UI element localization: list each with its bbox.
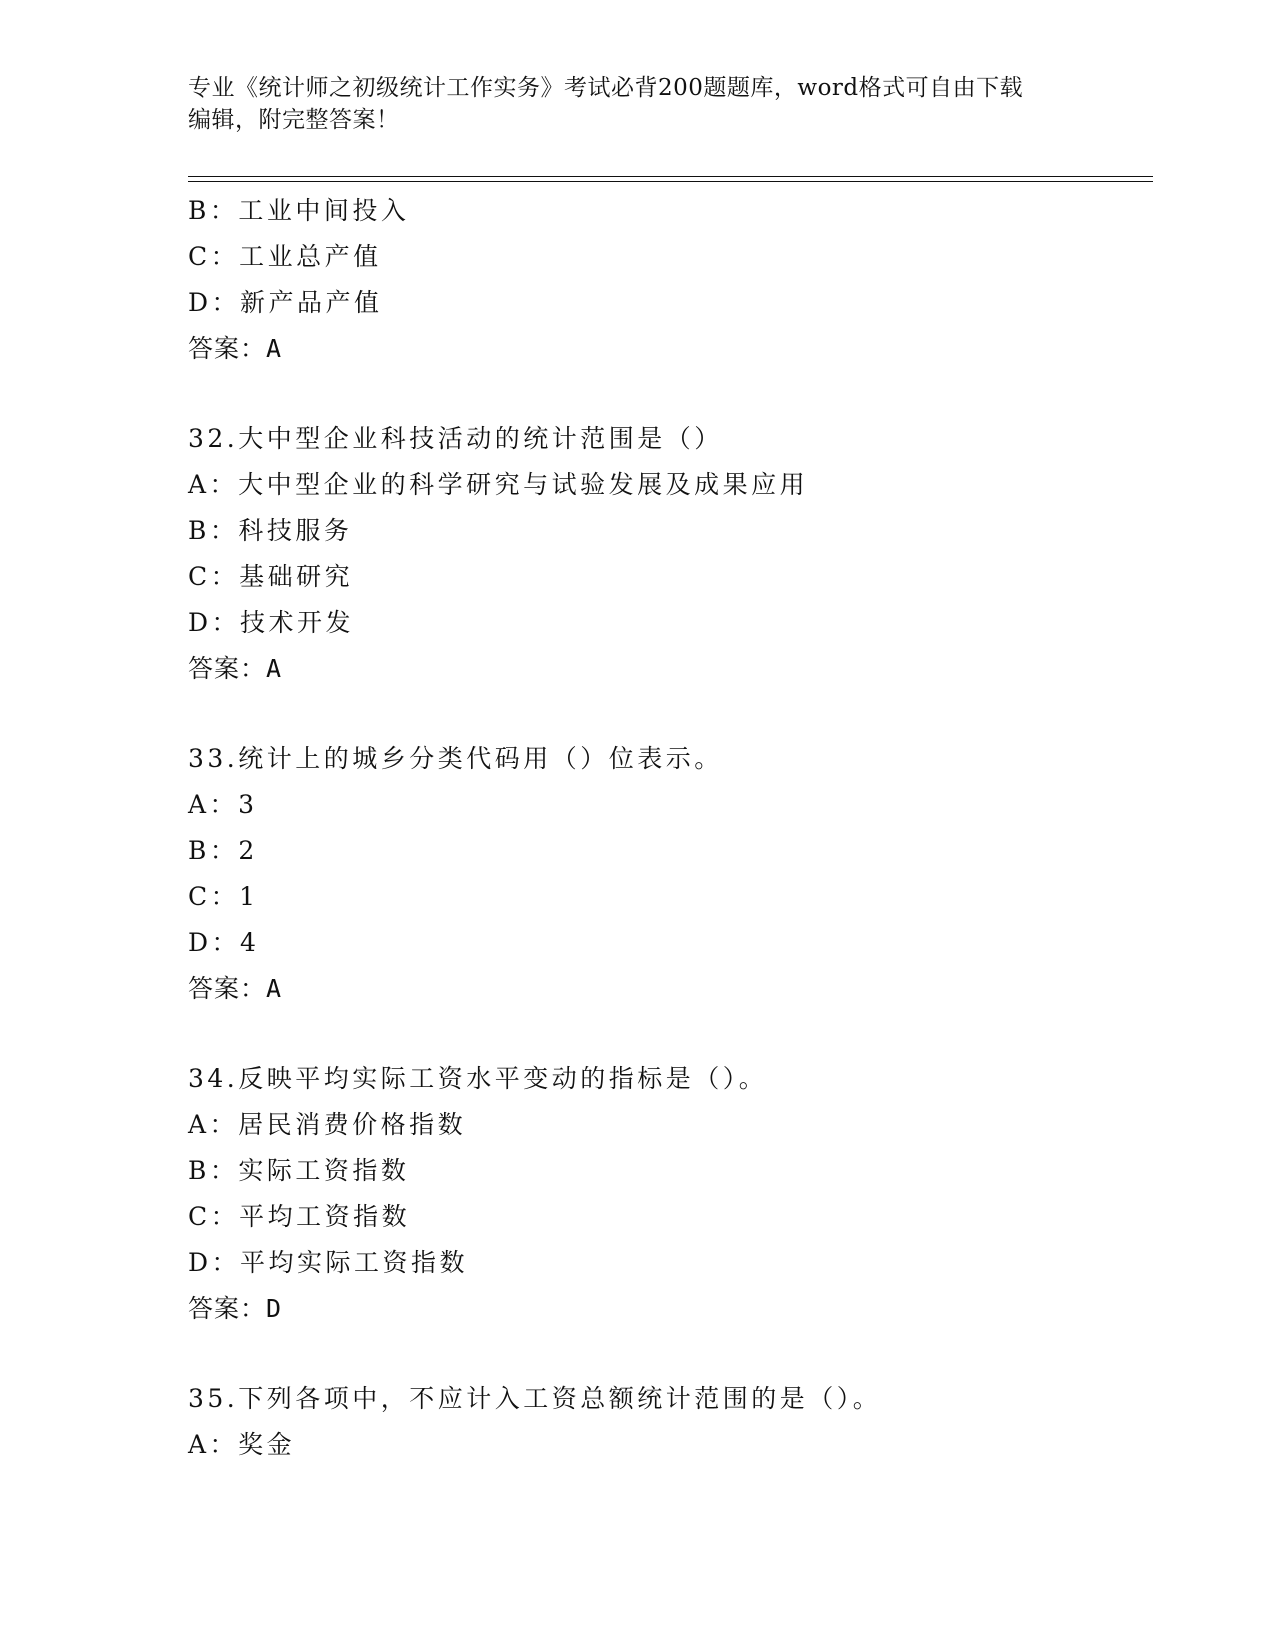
option-letter: C： — [188, 242, 240, 271]
answer-line — [188, 326, 1148, 372]
option-c — [188, 1194, 1148, 1240]
question-stem: 32.大中型企业科技活动的统计范围是（） — [188, 424, 723, 453]
option-text: 1 — [239, 882, 259, 911]
option-d — [188, 920, 1148, 966]
option-letter: C： — [188, 1202, 240, 1231]
option-a — [188, 1422, 1148, 1468]
option-text: 居民消费价格指数 — [238, 1110, 467, 1139]
option-text: 实际工资指数 — [238, 1156, 410, 1185]
option-text: 技术开发 — [240, 608, 355, 637]
option-c — [188, 874, 1148, 920]
option-text: 工业总产值 — [239, 242, 382, 271]
answer-value: D — [266, 1294, 283, 1323]
option-letter: D： — [188, 608, 241, 637]
option-text: 3 — [238, 790, 258, 819]
option-letter: B： — [188, 196, 239, 225]
option-letter: A： — [188, 1110, 239, 1139]
header-divider-top — [188, 176, 1153, 177]
option-c — [188, 554, 1148, 600]
option-d — [188, 600, 1148, 646]
option-letter: A： — [188, 790, 239, 819]
option-b — [188, 188, 1148, 234]
option-d — [188, 280, 1148, 326]
option-text: 新产品产值 — [240, 288, 383, 317]
option-d — [188, 1240, 1148, 1286]
document-header — [188, 72, 1088, 136]
answer-label: 答案： — [188, 974, 267, 1003]
answer-value: A — [266, 654, 283, 683]
answer-label: 答案： — [188, 1294, 267, 1323]
answer-line — [188, 646, 1148, 692]
question-33 — [188, 736, 1148, 1012]
option-b — [188, 828, 1148, 874]
option-letter: A： — [188, 470, 239, 499]
option-a — [188, 1102, 1148, 1148]
option-text: 2 — [238, 836, 258, 865]
question-35 — [188, 1376, 1148, 1468]
option-letter: C： — [188, 562, 240, 591]
answer-line — [188, 1286, 1148, 1332]
option-text: 基础研究 — [239, 562, 354, 591]
option-letter: B： — [188, 516, 239, 545]
option-letter: D： — [188, 928, 241, 957]
option-a — [188, 462, 1148, 508]
option-text: 平均工资指数 — [239, 1202, 411, 1231]
option-letter: D： — [188, 1248, 241, 1277]
document-body — [188, 188, 1148, 1468]
header-line-2: 编辑，附完整答案！ — [188, 107, 400, 133]
question-partial — [188, 188, 1148, 372]
option-letter: B： — [188, 1156, 239, 1185]
option-b — [188, 1148, 1148, 1194]
question-stem: 33.统计上的城乡分类代码用（）位表示。 — [188, 744, 723, 773]
header-divider-bottom — [188, 181, 1153, 182]
option-text: 科技服务 — [238, 516, 353, 545]
option-c — [188, 234, 1148, 280]
question-34 — [188, 1056, 1148, 1332]
option-text: 工业中间投入 — [238, 196, 410, 225]
answer-value: A — [266, 334, 283, 363]
option-text: 大中型企业的科学研究与试验发展及成果应用 — [238, 470, 809, 499]
option-letter: A： — [188, 1430, 239, 1459]
option-a — [188, 782, 1148, 828]
option-letter: B： — [188, 836, 239, 865]
question-stem: 35.下列各项中，不应计入工资总额统计范围的是（）。 — [188, 1384, 882, 1413]
answer-label: 答案： — [188, 334, 267, 363]
answer-value: A — [266, 974, 283, 1003]
option-text: 平均实际工资指数 — [240, 1248, 469, 1277]
answer-label: 答案： — [188, 654, 267, 683]
answer-line — [188, 966, 1148, 1012]
question-32 — [188, 416, 1148, 692]
option-b — [188, 508, 1148, 554]
option-text: 奖金 — [238, 1430, 296, 1459]
question-stem: 34.反映平均实际工资水平变动的指标是（）。 — [188, 1064, 768, 1093]
option-letter: D： — [188, 288, 241, 317]
option-text: 4 — [240, 928, 260, 957]
option-letter: C： — [188, 882, 240, 911]
header-line-1: 专业《统计师之初级统计工作实务》考试必背200题题库，word格式可自由下载 — [188, 75, 1024, 101]
